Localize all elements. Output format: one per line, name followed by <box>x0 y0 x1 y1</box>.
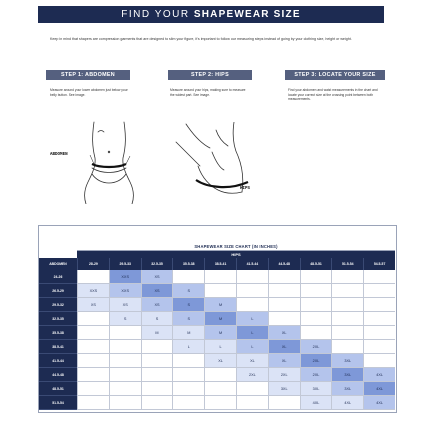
step-3-text: Find your abdomen and waist measurements in the chart and locate your correct size at the crossing point between both measurements. <box>288 88 378 102</box>
size-cell <box>204 270 236 284</box>
size-cell <box>300 270 332 284</box>
size-cell: XL <box>268 326 300 340</box>
hips-column-header: 41.5-44 <box>236 258 268 270</box>
size-cell <box>268 396 300 410</box>
size-cell: XL <box>204 354 236 368</box>
size-cell <box>141 382 173 396</box>
size-cell <box>109 396 141 410</box>
size-cell <box>331 270 363 284</box>
size-cell <box>109 326 141 340</box>
size-cell <box>300 312 332 326</box>
size-cell <box>141 354 173 368</box>
abdomen-row-header: 32.5-35 <box>39 312 77 326</box>
chart-title: SHAPEWEAR SIZE CHART (IN INCHES) <box>77 243 395 251</box>
size-cell <box>204 284 236 298</box>
size-cell <box>300 284 332 298</box>
abdomen-figure <box>62 118 150 204</box>
step-1-text: Measure around your lower abdomen just below your belly button. See image. <box>50 88 128 97</box>
page-banner <box>38 6 384 23</box>
size-cell <box>236 382 268 396</box>
step-1-header: STEP 1: ABDOMEN <box>46 70 130 80</box>
size-cell <box>363 354 395 368</box>
size-cell: M <box>204 298 236 312</box>
hips-column-header: 38.5-41 <box>204 258 236 270</box>
size-cell <box>268 270 300 284</box>
size-cell: 3XL <box>331 382 363 396</box>
size-cell <box>172 382 204 396</box>
size-cell: XXS <box>109 270 141 284</box>
size-cell: 4XL <box>363 396 395 410</box>
size-cell <box>77 326 109 340</box>
size-cell: 3XL <box>268 382 300 396</box>
size-cell: M <box>204 312 236 326</box>
abdomen-row-header: 26.5-29 <box>39 284 77 298</box>
size-cell <box>141 340 173 354</box>
size-cell: XS <box>141 270 173 284</box>
size-cell: L <box>236 326 268 340</box>
abdomen-figure-label: ABDOMEN <box>50 153 68 157</box>
size-cell <box>236 298 268 312</box>
abdomen-row-header: 35.5-38 <box>39 326 77 340</box>
size-cell: XL <box>268 354 300 368</box>
size-cell: S <box>172 284 204 298</box>
intro-text: Keep in mind that shapers are compression garments that are designed to slim your figure, it's important to follow our measuring steps instead of going by your clothing size, height or weight. <box>50 37 352 41</box>
size-cell <box>77 340 109 354</box>
size-cell: M <box>172 326 204 340</box>
step-3-header: STEP 3: LOCATE YOUR SIZE <box>285 70 385 80</box>
size-cell <box>363 340 395 354</box>
size-cell <box>172 270 204 284</box>
size-cell: 4XL <box>363 382 395 396</box>
size-cell <box>172 368 204 382</box>
size-cell: XS <box>109 298 141 312</box>
hips-column-header: 51.5-54 <box>331 258 363 270</box>
size-cell: XXS <box>77 284 109 298</box>
size-cell: 2XL <box>268 368 300 382</box>
size-cell: S <box>109 312 141 326</box>
size-cell <box>236 284 268 298</box>
size-cell <box>109 340 141 354</box>
size-cell: 4XL <box>331 396 363 410</box>
size-cell <box>204 368 236 382</box>
abdomen-row-header: 29.5-32 <box>39 298 77 312</box>
size-cell <box>141 368 173 382</box>
size-cell <box>141 396 173 410</box>
size-cell: 2XL <box>300 368 332 382</box>
hips-column-header: 29.5-33 <box>109 258 141 270</box>
size-cell <box>331 284 363 298</box>
size-cell: L <box>236 340 268 354</box>
abdomen-row-header: 38.5-41 <box>39 340 77 354</box>
hips-column-header: 48.5-51 <box>300 258 332 270</box>
size-cell <box>331 298 363 312</box>
hips-column-header: 54.5-57 <box>363 258 395 270</box>
size-cell <box>77 382 109 396</box>
size-cell <box>363 312 395 326</box>
abdomen-row-header: 48.5-51 <box>39 382 77 396</box>
step-2-header: STEP 2: HIPS <box>168 70 252 80</box>
size-cell <box>363 326 395 340</box>
size-cell <box>172 396 204 410</box>
hips-column-header: 44.5-48 <box>268 258 300 270</box>
size-cell: XL <box>236 354 268 368</box>
size-cell: 3XL <box>331 354 363 368</box>
size-cell <box>109 382 141 396</box>
size-cell <box>300 326 332 340</box>
size-cell <box>331 312 363 326</box>
size-cell: 4XL <box>300 396 332 410</box>
size-cell <box>268 284 300 298</box>
size-cell <box>204 382 236 396</box>
size-cell: M <box>204 326 236 340</box>
hips-figure-label: HIPS <box>240 187 251 191</box>
step-2-text: Measure around your hips, making sure to measure the widest part. See image. <box>170 88 246 97</box>
size-cell: 2XL <box>300 340 332 354</box>
size-cell <box>268 312 300 326</box>
hips-column-header: 32.5-35 <box>141 258 173 270</box>
size-cell <box>172 354 204 368</box>
size-cell: 4XL <box>363 368 395 382</box>
size-cell: L <box>204 340 236 354</box>
abdomen-row-header: 41.5-44 <box>39 354 77 368</box>
size-cell <box>331 326 363 340</box>
size-cell: XS <box>77 298 109 312</box>
abdomen-axis-label: ABDOMEN <box>39 258 77 270</box>
size-cell: S <box>172 298 204 312</box>
size-cell <box>331 340 363 354</box>
size-cell <box>77 354 109 368</box>
banner-lead: FIND YOUR <box>121 9 194 20</box>
size-cell <box>363 298 395 312</box>
size-cell: S <box>172 312 204 326</box>
size-cell <box>300 298 332 312</box>
size-cell <box>236 270 268 284</box>
size-cell: XS <box>141 284 173 298</box>
hips-axis-label: HIPS <box>77 251 395 258</box>
size-cell <box>77 396 109 410</box>
size-chart <box>38 225 397 413</box>
abdomen-row-header: 24-26 <box>39 270 77 284</box>
size-cell: 2XL <box>236 368 268 382</box>
size-cell <box>77 368 109 382</box>
size-cell: M <box>141 326 173 340</box>
size-cell <box>77 270 109 284</box>
hips-column-header: 28-29 <box>77 258 109 270</box>
size-cell: XXS <box>109 284 141 298</box>
abdomen-row-header: 44.5-48 <box>39 368 77 382</box>
size-cell <box>204 396 236 410</box>
abdomen-row-header: 51.5-54 <box>39 396 77 410</box>
size-cell: 3XL <box>300 382 332 396</box>
size-cell: L <box>172 340 204 354</box>
size-cell <box>109 368 141 382</box>
size-cell: S <box>141 312 173 326</box>
banner-emphasis: SHAPEWEAR SIZE <box>193 9 301 20</box>
size-cell <box>77 312 109 326</box>
size-cell: 3XL <box>331 368 363 382</box>
size-cell <box>363 270 395 284</box>
size-cell <box>236 396 268 410</box>
hips-column-header: 35.5-38 <box>172 258 204 270</box>
size-cell: L <box>236 312 268 326</box>
size-cell: XL <box>268 340 300 354</box>
size-cell <box>268 298 300 312</box>
size-cell <box>109 354 141 368</box>
size-cell <box>363 284 395 298</box>
size-cell: 2XL <box>300 354 332 368</box>
size-cell: XS <box>141 298 173 312</box>
